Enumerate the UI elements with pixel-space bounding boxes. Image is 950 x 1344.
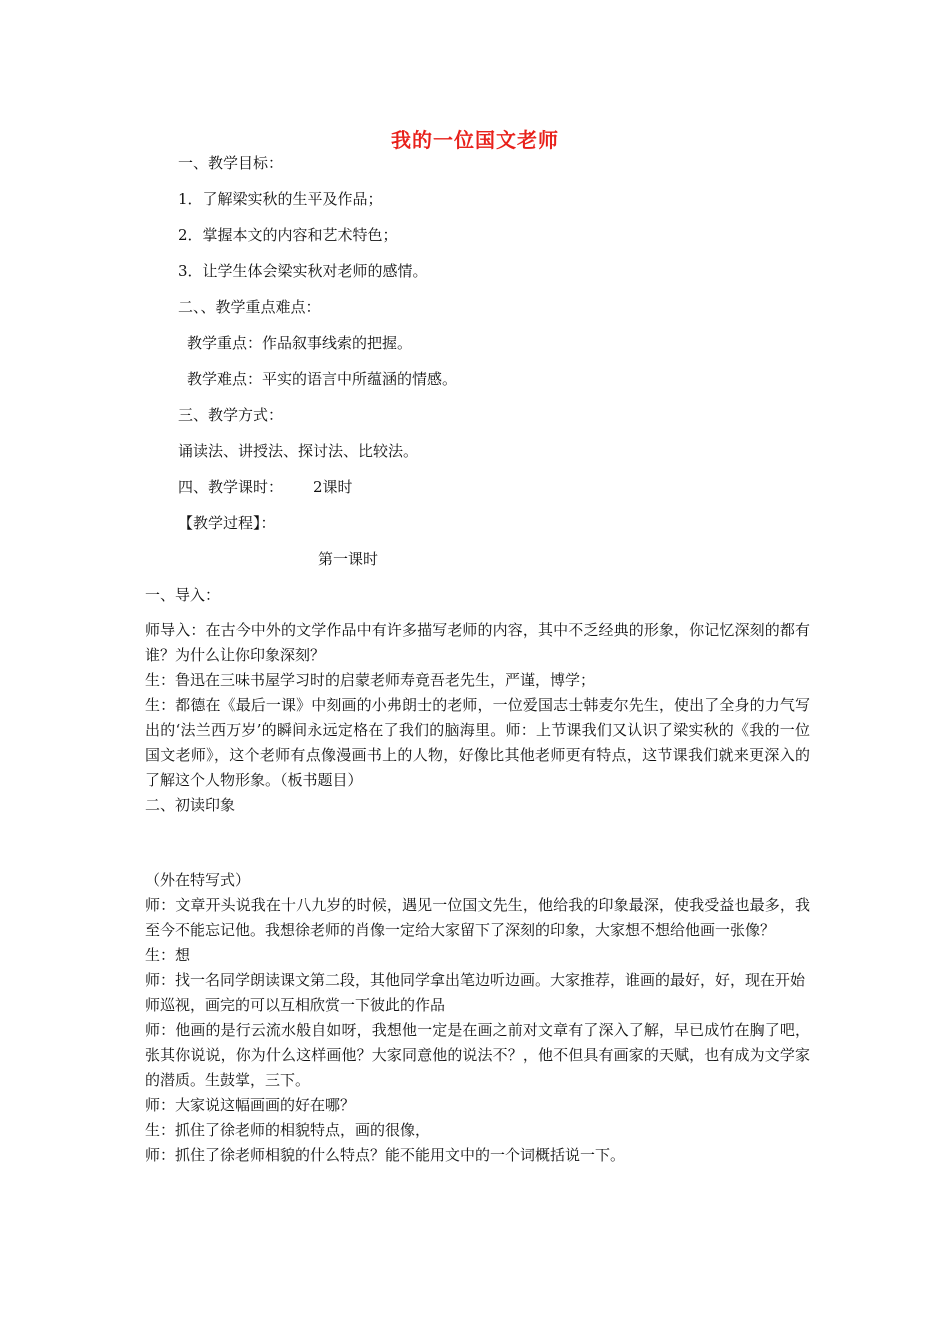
text-line: 师巡视，画完的可以互相欣赏一下彼此的作品 bbox=[145, 996, 446, 1014]
objective-item: 3．让学生体会梁实秋对老师的感情。 bbox=[178, 262, 428, 280]
process-heading: 【教学过程】： bbox=[178, 514, 276, 532]
class-hours-line bbox=[178, 477, 353, 497]
document-title: 我的一位国文老师 bbox=[391, 128, 559, 152]
text-line: 师：抓住了徐老师相貌的什么特点？能不能用文中的一个词概括说一下。 bbox=[145, 1146, 626, 1164]
difficult-point: 教学难点：平实的语言中所蕴涵的情感。 bbox=[187, 370, 458, 388]
dialogue-paragraph bbox=[145, 868, 810, 1168]
teaching-methods: 诵读法、讲授法、探讨法、比较法。 bbox=[178, 442, 419, 460]
text-line: 师：文章开头说我在十八九岁的时候，遇见一位国文先生，他给我的印象最深，使我受益也最多，我至今不能忘记他。我想徐老师的肖像一定给大家留下了深刻的印象，大家想不想给他画一张像？ bbox=[145, 896, 810, 939]
objective-item: 2．掌握本文的内容和艺术特色； bbox=[178, 226, 398, 244]
text-line: 生：都德在《最后一课》中刻画的小弗朗士的老师，一位爱国志士韩麦尔先生，使出了全身的力气写出的‘法兰西万岁’的瞬间永远定格在了我们的脑海里。师：上节课我们又认识了梁实秋的《我的一位国文老师》，这个老师有点像漫画书上的人物，好像比其他老师更有特点，这节课我们就来更深入的了解这个人物形象。（板书题目） bbox=[145, 696, 810, 789]
text-line: 师：找一名同学朗读课文第二段，其他同学拿出笔边听边画。大家推荐，谁画的最好，好，现在开始 bbox=[145, 971, 806, 989]
text-line: 生：想 bbox=[145, 946, 191, 964]
text-line: 生：抓住了徐老师的相貌特点，画的很像， bbox=[145, 1121, 431, 1139]
objective-item: 1．了解梁实秋的生平及作品； bbox=[178, 190, 383, 208]
intro-paragraph bbox=[145, 618, 810, 818]
section-heading-hours: 四、教学课时： bbox=[178, 478, 284, 496]
class-hours: 2课时 bbox=[313, 478, 353, 496]
section-heading-objectives: 一、教学目标： bbox=[178, 154, 284, 172]
text-line: 师：大家说这幅画画的好在哪？ bbox=[145, 1096, 356, 1114]
text-line: 师：他画的是行云流水般自如呀，我想他一定是在画之前对文章有了深入了解，早已成竹在胸了吧，张其你说说，你为什么这样画他？大家同意他的说法不？，他不但具有画家的天赋，也有成为文学家的潜质。生鼓掌，三下。 bbox=[145, 1021, 810, 1089]
text-line: 师导入：在古今中外的文学作品中有许多描写老师的内容，其中不乏经典的形象，你记忆深刻的都有谁？为什么让你印象深刻？ bbox=[145, 621, 810, 664]
lesson-title: 第一课时 bbox=[318, 550, 379, 568]
text-line: 生：鲁迅在三味书屋学习时的启蒙老师寿竟吾老先生，严谨，博学； bbox=[145, 671, 596, 689]
key-point: 教学重点：作品叙事线索的把握。 bbox=[187, 334, 413, 352]
intro-heading: 一、导入： bbox=[145, 586, 221, 604]
text-line: 二、初读印象 bbox=[145, 796, 236, 814]
section-heading-key-points: 二、、教学重点难点： bbox=[178, 298, 321, 316]
section-heading-methods: 三、教学方式： bbox=[178, 406, 284, 424]
text-line: （外在特写式） bbox=[145, 871, 251, 889]
